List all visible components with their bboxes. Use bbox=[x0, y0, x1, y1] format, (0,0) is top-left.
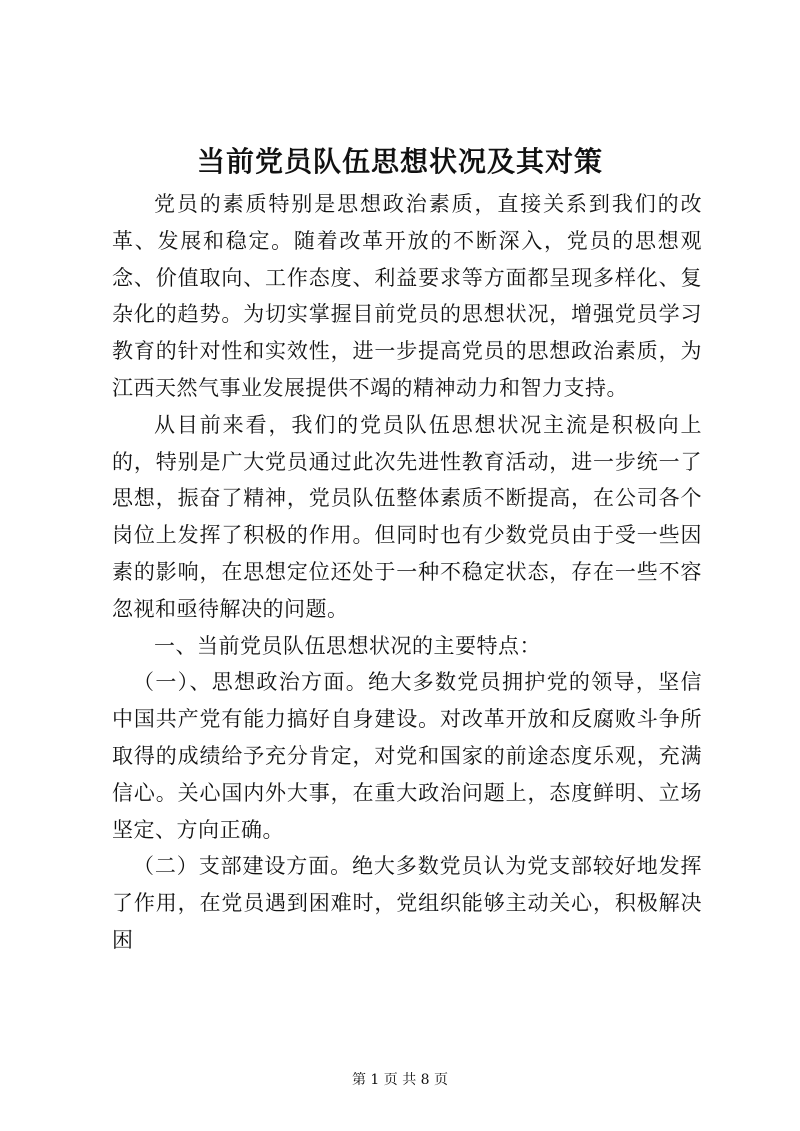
paragraph-political-thought: （一）、思想政治方面。绝大多数党员拥护党的领导，坚信中国共产党有能力搞好自身建设。对改革开放和反腐败斗争所取得的成绩给予充分肯定，对党和国家的前途态度乐观，充满信心。关心国内外大事，在重大政治问题上，态度鲜明、立场坚定、方向正确。 bbox=[112, 670, 702, 842]
section-heading-1: 一、当前党员队伍思想状况的主要特点： bbox=[154, 633, 541, 658]
page-footer: 第 1 页 共 8 页 bbox=[351, 1072, 449, 1088]
paragraph-current-status: 从目前来看，我们的党员队伍思想状况主流是积极向上的，特别是广大党员通过此次先进性教育活动，进一步统一了思想，振奋了精神，党员队伍整体素质不断提高，在公司各个岗位上发挥了积极的作用。但同时也有少数党员由于受一些因素的影响，在思想定位还处于一种不稳定状态，存在一些不容忽视和亟待解决的问题。 bbox=[112, 412, 702, 621]
document-title: 当前党员队伍思想状况及其对策 bbox=[196, 145, 603, 178]
paragraph-branch-building: （二）支部建设方面。绝大多数党员认为党支部较好地发挥了作用，在党员遇到困难时，党组织能够主动关心，积极解决困 bbox=[112, 854, 702, 952]
document-body bbox=[112, 186, 702, 959]
paragraph-intro: 党员的素质特别是思想政治素质，直接关系到我们的改革、发展和稳定。随着改革开放的不断深入，党员的思想观念、价值取向、工作态度、利益要求等方面都呈现多样化、复杂化的趋势。为切实掌握目前党员的思想状况，增强党员学习教育的针对性和实效性，进一步提高党员的思想政治素质，为江西天然气事业发展提供不竭的精神动力和智力支持。 bbox=[112, 192, 702, 400]
